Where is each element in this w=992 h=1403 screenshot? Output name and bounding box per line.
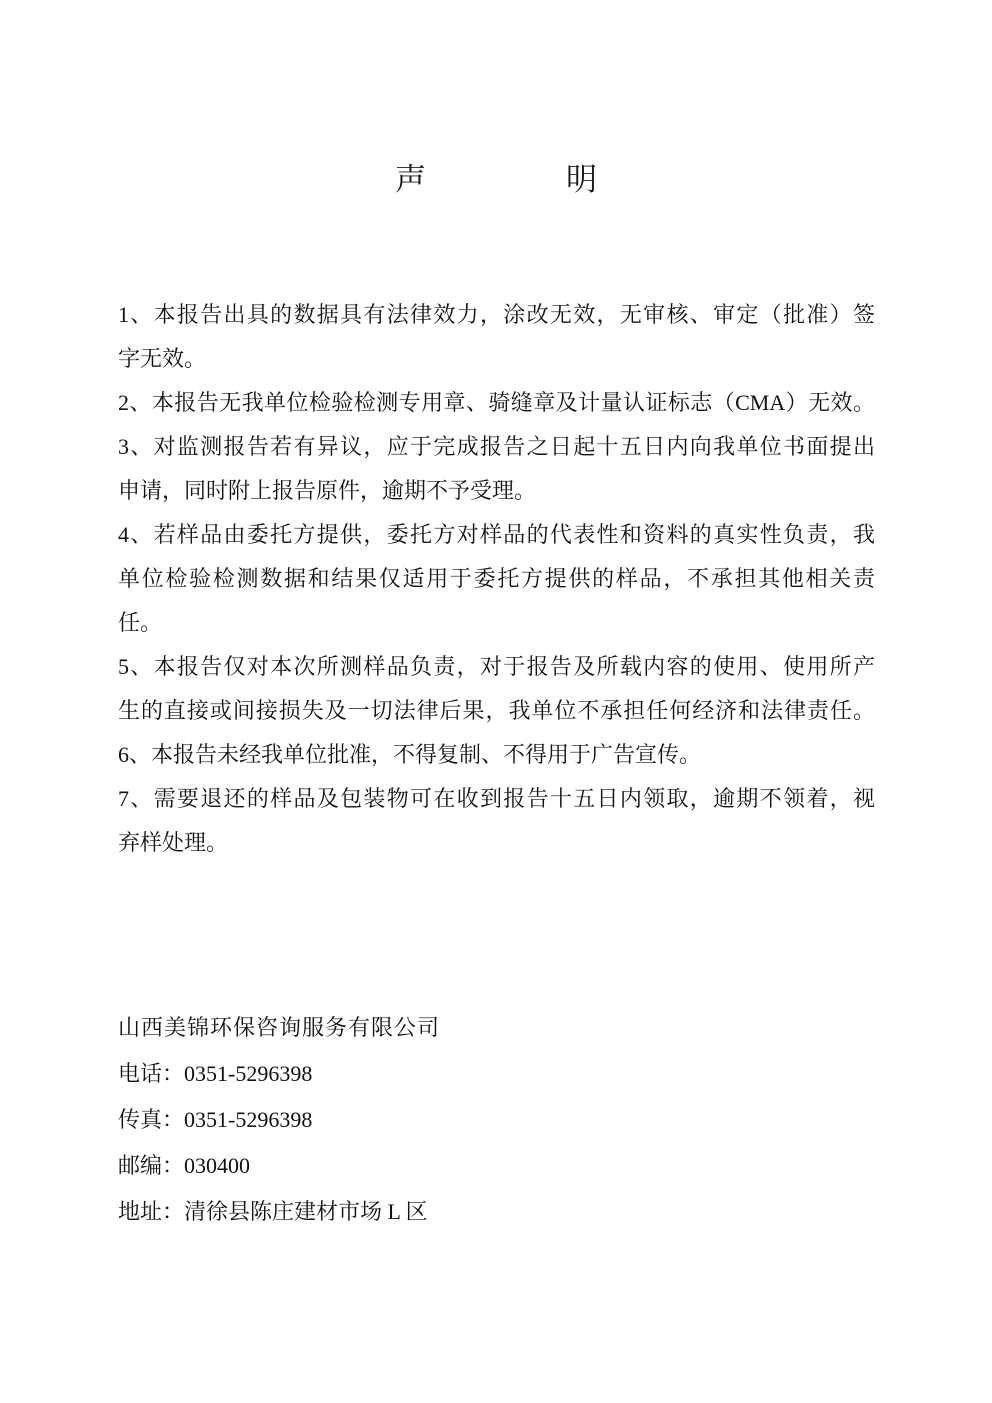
company-name: 山西美锦环保咨询服务有限公司 bbox=[118, 1015, 441, 1040]
statement-line: 单位检验检测数据和结果仅适用于委托方提供的样品，不承担其他相关责 bbox=[118, 566, 875, 591]
statement-line: 弃样处理。 bbox=[118, 830, 229, 855]
statements-block bbox=[118, 293, 875, 865]
statement-line: 字无效。 bbox=[118, 346, 207, 371]
address-label: 地址： bbox=[118, 1199, 185, 1224]
statement-line: 申请，同时附上报告原件，逾期不予受理。 bbox=[118, 478, 537, 503]
statement-line: 3、对监测报告若有异议，应于完成报告之日起十五日内向我单位书面提出 bbox=[118, 434, 875, 459]
statement-line: 5、本报告仅对本次所测样品负责，对于报告及所载内容的使用、使用所产 bbox=[118, 654, 875, 679]
phone-label: 电话： bbox=[118, 1061, 185, 1086]
statement-line: 任。 bbox=[118, 610, 163, 635]
statement-line: 1、本报告出具的数据具有法律效力，涂改无效，无审核、审定（批准）签 bbox=[118, 302, 875, 327]
contact-block bbox=[118, 1006, 875, 1236]
statement-line: 2、本报告无我单位检验检测专用章、骑缝章及计量认证标志（CMA）无效。 bbox=[118, 390, 875, 415]
contact-address bbox=[118, 1190, 875, 1234]
postcode-value: 030400 bbox=[184, 1153, 251, 1178]
contact-fax bbox=[118, 1098, 875, 1142]
statement-line: 4、若样品由委托方提供，委托方对样品的代表性和资料的真实性负责，我 bbox=[118, 522, 875, 547]
statement-line: 生的直接或间接损失及一切法律后果，我单位不承担任何经济和法律责任。 bbox=[118, 698, 875, 723]
postcode-label: 邮编： bbox=[118, 1153, 185, 1178]
address-value: 清徐县陈庄建材市场 L 区 bbox=[184, 1199, 428, 1224]
fax-value: 0351-5296398 bbox=[184, 1107, 313, 1132]
fax-label: 传真： bbox=[118, 1107, 185, 1132]
page-title bbox=[0, 160, 992, 200]
statement-line: 6、本报告未经我单位批准，不得复制、不得用于广告宣传。 bbox=[118, 742, 702, 767]
contact-phone bbox=[118, 1052, 875, 1096]
page-title-char-2: 明 bbox=[566, 162, 597, 197]
contact-postcode bbox=[118, 1144, 875, 1188]
page-title-char-1: 声 bbox=[395, 162, 426, 197]
statement-line: 7、需要退还的样品及包装物可在收到报告十五日内领取，逾期不领着，视 bbox=[118, 786, 875, 811]
phone-value: 0351-5296398 bbox=[184, 1061, 313, 1086]
